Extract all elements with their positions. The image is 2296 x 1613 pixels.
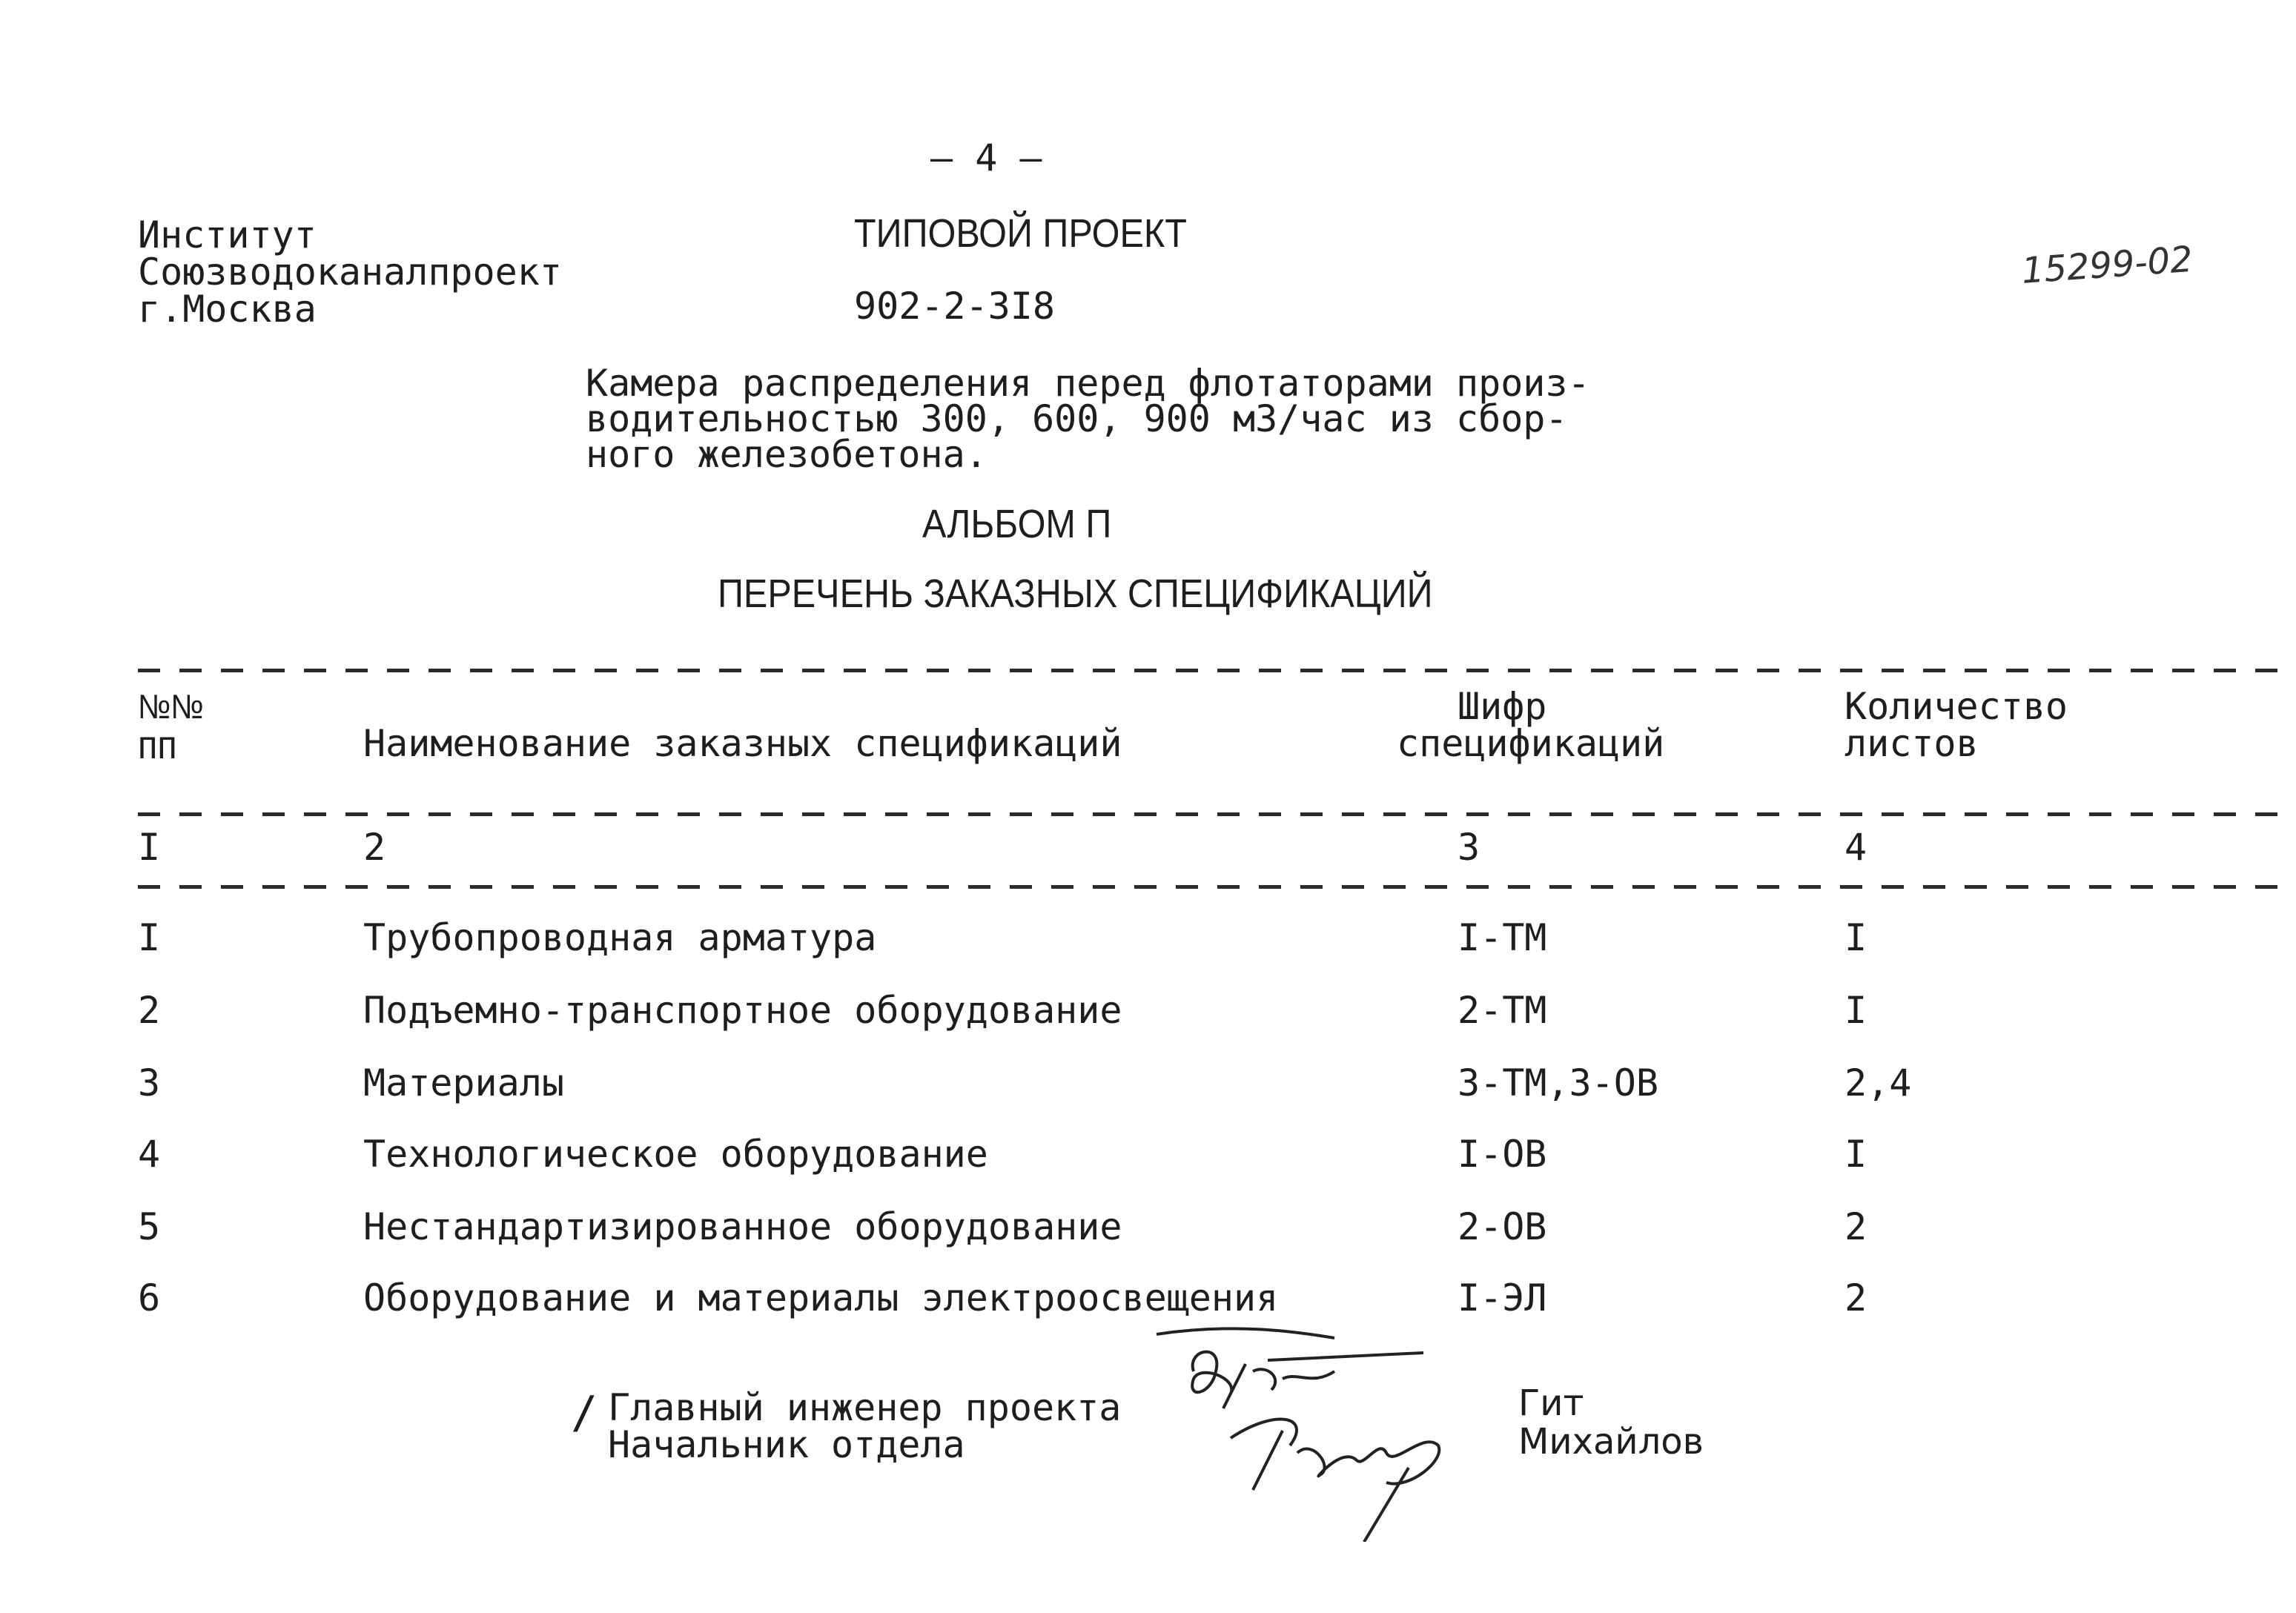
row-2-code: 2-ТМ [1458,989,1547,1032]
header-num-line-1: №№ [138,687,204,726]
row-5-sheets: 2 [1845,1205,1867,1248]
album-title: АЛЬБОМ П [922,502,1112,546]
row-6-sheets: 2 [1845,1276,1867,1319]
position-department-head: Начальник отдела [608,1423,965,1466]
row-1-code: I-ТМ [1458,916,1547,959]
row-5-name: Нестандартизированное оборудование [363,1205,1122,1248]
name-git: Гит [1518,1382,1584,1424]
row-4-sheets: I [1845,1133,1867,1176]
column-number-4: 4 [1845,826,1867,869]
header-sheets-line-2: листов [1845,722,1979,765]
row-3-name: Материалы [363,1061,564,1104]
header-bottom-rule [138,812,2288,816]
row-3-sheets: 2,4 [1845,1061,1912,1104]
row-6-num: 6 [138,1276,161,1319]
row-1-num: I [138,916,161,959]
header-name: Наименование заказных спецификаций [363,722,1122,765]
row-2-num: 2 [138,989,161,1032]
description-line-2: водительностью 300, 600, 900 м3/час из сбор- [586,397,1568,440]
list-title: ПЕРЕЧЕНЬ ЗАКАЗНЫХ СПЕЦИФИКАЦИЙ [718,572,1433,616]
column-number-1: I [138,826,161,869]
position-chief-engineer: Главный инженер проекта [608,1386,1122,1429]
row-5-num: 5 [138,1205,161,1248]
header-code-line-1: Шифр [1458,685,1547,728]
row-1-name: Трубопроводная арматура [363,916,877,959]
header-sheets-line-1: Количество [1845,685,2068,728]
header-code-line-2: спецификаций [1397,722,1665,765]
row-4-code: I-ОВ [1458,1133,1547,1176]
row-3-num: 3 [138,1061,161,1104]
institute-line-1: Институт [138,213,317,256]
row-2-name: Подъемно-транспортное оборудование [363,989,1122,1032]
project-type: ТИПОВОЙ ПРОЕКТ [854,211,1187,256]
row-6-name: Оборудование и материалы электроосвещения [363,1276,1279,1319]
handwritten-signatures [1142,1319,1483,1542]
column-numbers-rule [138,885,2288,889]
row-6-code: I-ЭЛ [1458,1276,1547,1319]
row-4-name: Технологическое оборудование [363,1133,988,1176]
project-code: 902-2-3I8 [854,285,1055,328]
description-line-1: Камера распределения перед флотаторами произ- [586,362,1590,405]
row-3-code: 3-ТМ,3-ОВ [1458,1061,1658,1104]
column-number-2: 2 [363,826,386,869]
description-line-3: ного железобетона. [586,433,987,476]
row-5-code: 2-ОВ [1458,1205,1547,1248]
row-2-sheets: I [1845,989,1867,1032]
page-number: – 4 – [930,136,1042,179]
institute-line-3: г.Москва [138,288,317,331]
signature-slash: / [571,1387,598,1439]
handwritten-reference: 15299-02 [2020,238,2194,292]
row-1-sheets: I [1845,916,1867,959]
name-mikhailov: Михайлов [1518,1421,1704,1463]
table-top-rule [138,669,2288,672]
row-4-num: 4 [138,1133,161,1176]
column-number-3: 3 [1458,826,1481,869]
header-num-line-2: пп [138,723,177,767]
institute-line-2: Союзводоканалпроект [138,251,562,294]
